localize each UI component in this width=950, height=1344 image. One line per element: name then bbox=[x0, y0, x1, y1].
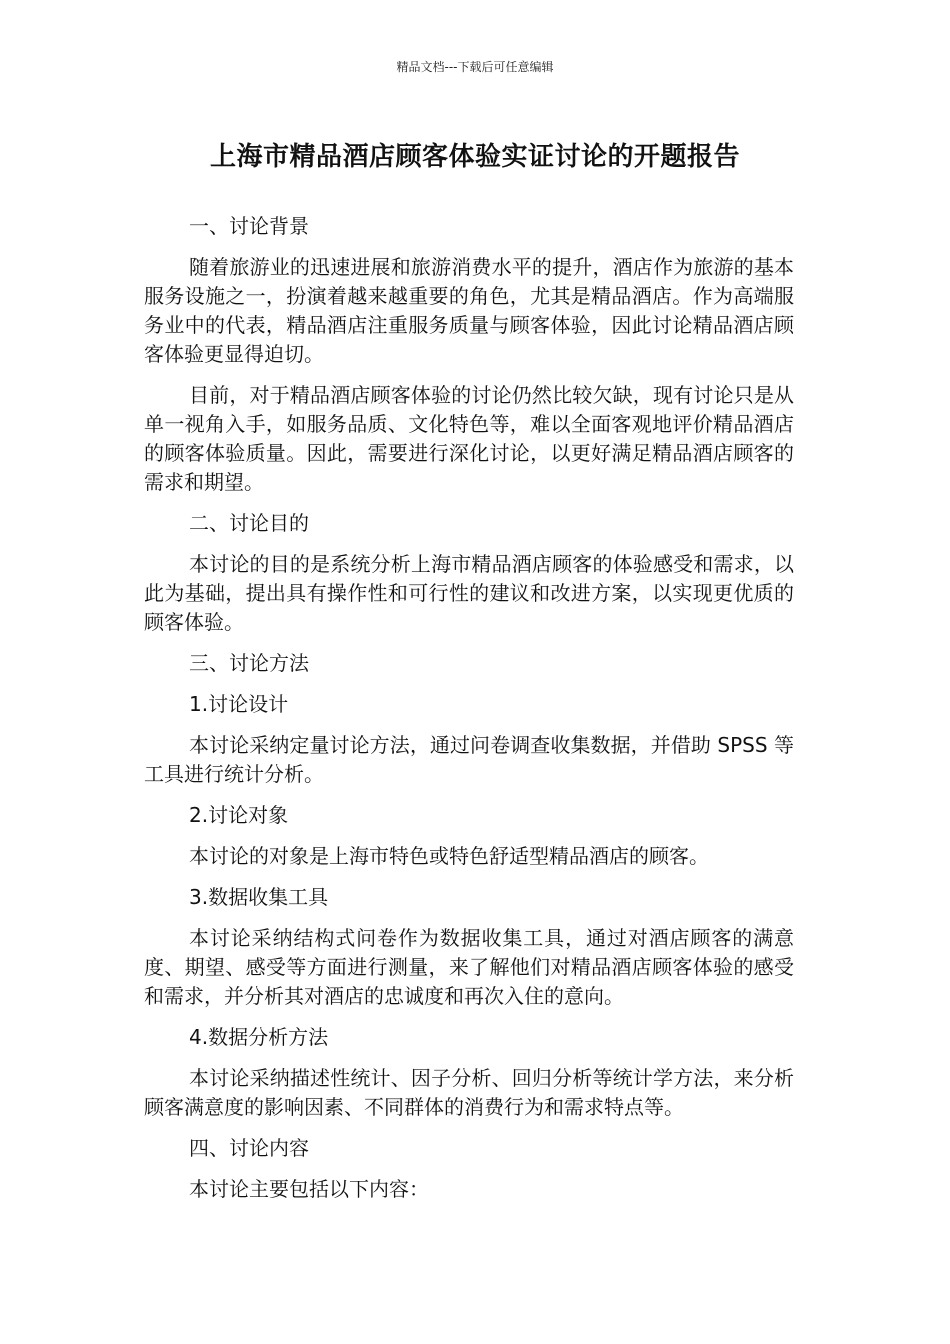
subheading-design: 1.讨论设计 bbox=[189, 692, 289, 716]
paragraph-content: 本讨论主要包括以下内容： bbox=[189, 1177, 429, 1201]
subheading-data-tool: 3.数据收集工具 bbox=[189, 885, 329, 909]
section-heading-purpose: 二、讨论目的 bbox=[189, 511, 309, 535]
subheading-analysis: 4.数据分析方法 bbox=[189, 1025, 329, 1049]
paragraph-data-tool: 本讨论采纳结构式问卷作为数据收集工具，通过对酒店顾客的满意度、期望、感受等方面进行测量，来了解他们对精品酒店顾客体验的感受和需求，并分析其对酒店的忠诚度和再次入住的意向。 bbox=[144, 926, 794, 1008]
section-heading-background: 一、讨论背景 bbox=[189, 214, 309, 238]
paragraph-background-2: 目前，对于精品酒店顾客体验的讨论仍然比较欠缺，现有讨论只是从单一视角入手，如服务品质、文化特色等，难以全面客观地评价精品酒店的顾客体验质量。因此，需要进行深化讨论，以更好满足精品酒店顾客的需求和期望。 bbox=[144, 383, 794, 494]
document-title: 上海市精品酒店顾客体验实证讨论的开题报告 bbox=[209, 142, 740, 172]
paragraph-analysis: 本讨论采纳描述性统计、因子分析、回归分析等统计学方法，来分析顾客满意度的影响因素、不同群体的消费行为和需求特点等。 bbox=[144, 1066, 794, 1119]
paragraph-design: 本讨论采纳定量讨论方法，通过问卷调查收集数据，并借助 SPSS 等工具进行统计分析。 bbox=[144, 733, 794, 786]
paragraph-purpose: 本讨论的目的是系统分析上海市精品酒店顾客的体验感受和需求，以此为基础，提出具有操作性和可行性的建议和改进方案，以实现更优质的顾客体验。 bbox=[144, 552, 794, 634]
section-heading-method: 三、讨论方法 bbox=[189, 651, 309, 675]
section-heading-content: 四、讨论内容 bbox=[189, 1136, 309, 1160]
document-body bbox=[144, 212, 794, 1216]
paragraph-background-1: 随着旅游业的迅速进展和旅游消费水平的提升，酒店作为旅游的基本服务设施之一，扮演着越来越重要的角色，尤其是精品酒店。作为高端服务业中的代表，精品酒店注重服务质量与顾客体验，因此讨论精品酒店顾客体验更显得迫切。 bbox=[144, 255, 794, 366]
header-note: 精品文档---下载后可任意编辑 bbox=[396, 60, 554, 74]
subheading-subject: 2.讨论对象 bbox=[189, 803, 289, 827]
paragraph-subject: 本讨论的对象是上海市特色或特色舒适型精品酒店的顾客。 bbox=[189, 844, 709, 868]
